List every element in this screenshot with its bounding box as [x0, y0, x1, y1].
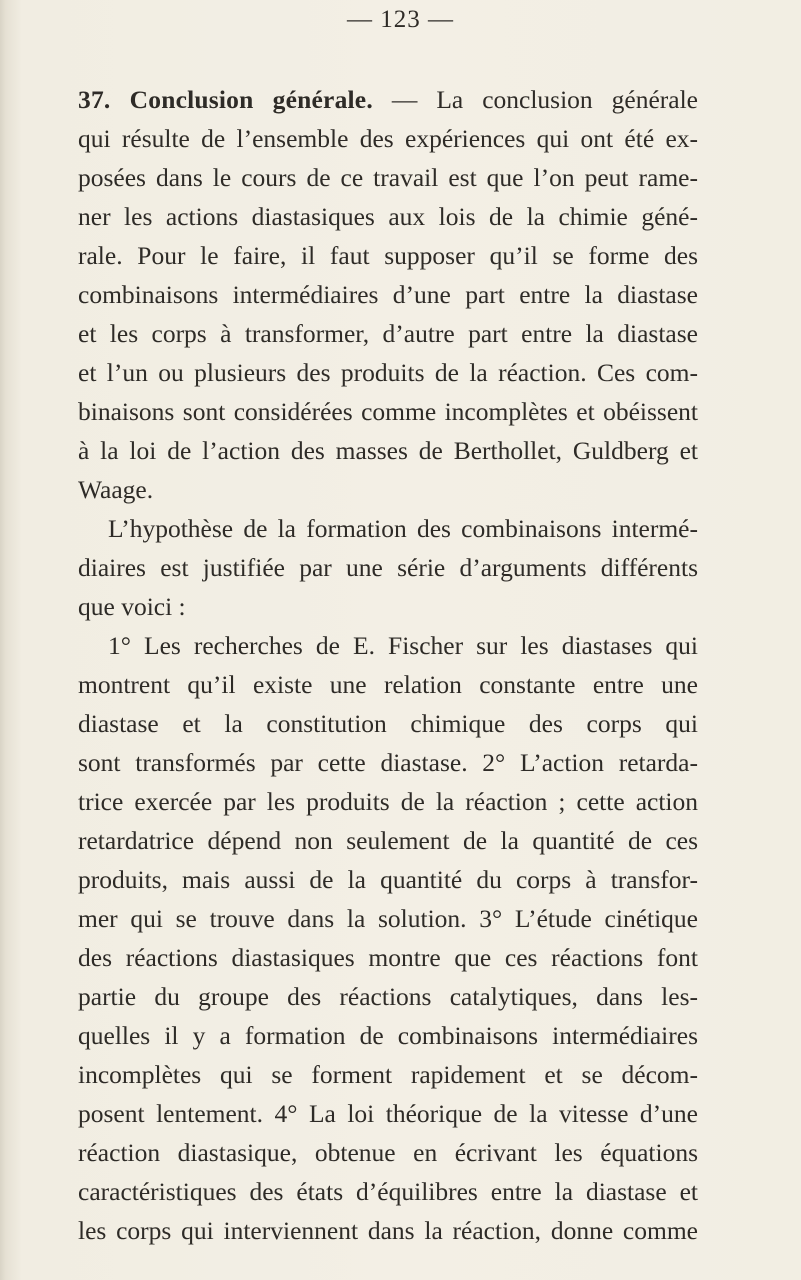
text-line: combinaisons intermédiaires d’une part entre la diastase — [78, 280, 698, 309]
text-line: Waage. — [78, 475, 154, 504]
text-line: rale. Pour le faire, il faut supposer qu’il se forme des — [78, 241, 698, 270]
text-line: diastase et la constitution chimique des corps qui — [78, 709, 698, 738]
page-number: — 123 — — [347, 6, 454, 33]
text-line: montrent qu’il existe une relation constante entre une — [78, 670, 698, 699]
text-line: diaires est justifiée par une série d’arguments différents — [78, 553, 698, 582]
text-line: binaisons sont considérées comme incomplètes et obéissent — [78, 397, 698, 426]
paragraph-start-line: L’hypothèse de la formation des combinaisons intermé- — [108, 514, 698, 543]
text-line: incomplètes qui se forment rapidement et se décom- — [78, 1060, 698, 1089]
text-line: qui résulte de l’ensemble des expériences qui ont été ex- — [78, 124, 698, 153]
text-line: posées dans le cours de ce travail est que l’on peut rame- — [78, 163, 698, 192]
text-line: les corps qui interviennent dans la réaction, donne comme — [78, 1216, 698, 1245]
text-line: sont transformés par cette diastase. 2° L’action retarda- — [78, 748, 698, 777]
text-line: quelles il y a formation de combinaisons intermédiaires — [78, 1021, 698, 1050]
text-line: à la loi de l’action des masses de Berthollet, Guldberg et — [78, 436, 698, 465]
text-line: réaction diastasique, obtenue en écrivant les équations — [78, 1138, 698, 1167]
text-line: produits, mais aussi de la quantité du corps à transfor- — [78, 865, 698, 894]
text-line: et l’un ou plusieurs des produits de la réaction. Ces com- — [78, 358, 698, 387]
text-line: caractéristiques des états d’équilibres entre la diastase et — [78, 1177, 698, 1206]
section-heading: 37. Conclusion générale. — [78, 85, 373, 114]
section-heading-rest: — La conclusion générale — [372, 85, 698, 114]
text-line: des réactions diastasiques montre que ces réactions font — [78, 943, 698, 972]
text-line: partie du groupe des réactions catalytiques, dans les- — [78, 982, 698, 1011]
paragraph-start-line: 1° Les recherches de E. Fischer sur les diastases qui — [108, 631, 698, 660]
body-text — [78, 80, 698, 1250]
text-line: retardatrice dépend non seulement de la quantité de ces — [78, 826, 698, 855]
text-line: mer qui se trouve dans la solution. 3° L’étude cinétique — [78, 904, 698, 933]
text-line: posent lentement. 4° La loi théorique de la vitesse d’une — [78, 1099, 698, 1128]
text-line: que voici : — [78, 592, 186, 621]
text-line: et les corps à transformer, d’autre part entre la diastase — [78, 319, 698, 348]
text-line: ner les actions diastasiques aux lois de la chimie géné- — [78, 202, 698, 231]
text-line: trice exercée par les produits de la réaction ; cette action — [78, 787, 698, 816]
section-first-line — [78, 80, 698, 119]
